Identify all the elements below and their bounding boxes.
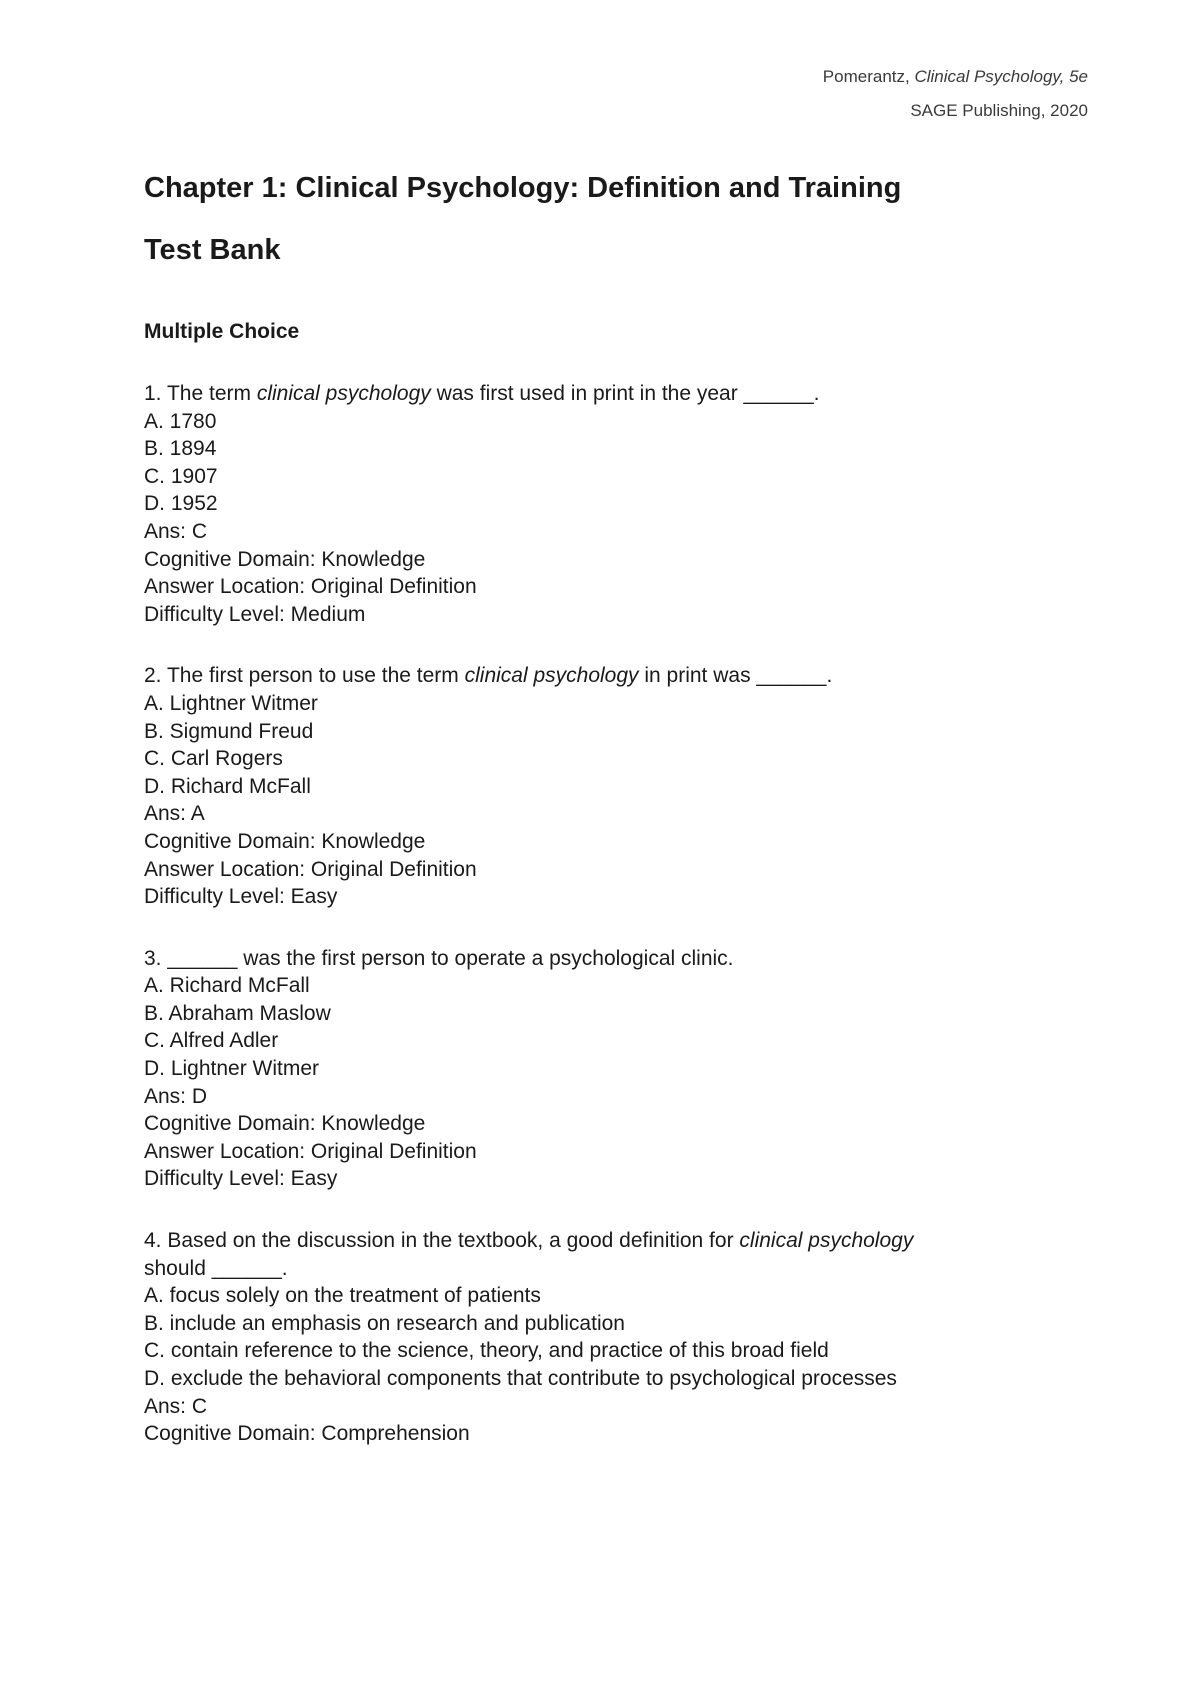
difficulty-level: Difficulty Level: Easy bbox=[144, 1167, 338, 1191]
stem-italic-term: clinical psychology bbox=[739, 1229, 914, 1253]
question-stem: 3. ______ was the first person to operate a psychological clinic. bbox=[144, 946, 734, 970]
question-4 bbox=[144, 1227, 1084, 1448]
difficulty-level: Difficulty Level: Medium bbox=[144, 602, 366, 626]
question-3 bbox=[144, 945, 1084, 1193]
answer-location: Answer Location: Original Definition bbox=[144, 1139, 477, 1163]
cognitive-domain: Cognitive Domain: Comprehension bbox=[144, 1422, 470, 1446]
answer: Ans: C bbox=[144, 1394, 208, 1418]
stem-italic-term: clinical psychology bbox=[256, 382, 431, 405]
header-citation bbox=[823, 60, 1088, 94]
document-body bbox=[144, 168, 1084, 1448]
answer-location: Answer Location: Original Definition bbox=[144, 575, 477, 599]
header-book-title: Clinical Psychology, 5e bbox=[914, 67, 1088, 86]
option-c: C. contain reference to the science, theory, and practice of this broad field bbox=[144, 1339, 829, 1363]
answer: Ans: C bbox=[144, 519, 208, 543]
answer-location: Answer Location: Original Definition bbox=[144, 857, 477, 881]
option-d: D. exclude the behavioral components that contribute to psychological processes bbox=[144, 1367, 897, 1390]
question-stem bbox=[144, 662, 1084, 690]
stem-text: 4. Based on the discussion in the textbook, a good definition for bbox=[144, 1229, 740, 1253]
difficulty-level: Difficulty Level: Easy bbox=[144, 885, 338, 909]
stem-italic-term: clinical psychology bbox=[464, 664, 639, 688]
option-b: B. 1894 bbox=[144, 437, 217, 461]
option-c: C. Alfred Adler bbox=[144, 1029, 279, 1053]
stem-text: 1. The term bbox=[144, 382, 257, 405]
header-publisher: SAGE Publishing, 2020 bbox=[910, 101, 1088, 120]
stem-text: in print was ______. bbox=[638, 664, 833, 688]
cognitive-domain: Cognitive Domain: Knowledge bbox=[144, 1112, 426, 1136]
option-b: B. Abraham Maslow bbox=[144, 1001, 331, 1025]
option-d: D. Lightner Witmer bbox=[144, 1057, 320, 1081]
option-d: D. 1952 bbox=[144, 492, 218, 516]
section-heading: Multiple Choice bbox=[144, 320, 300, 343]
answer: Ans: D bbox=[144, 1084, 208, 1108]
question-stem bbox=[144, 380, 1084, 408]
option-b: B. include an emphasis on research and publication bbox=[144, 1311, 625, 1335]
stem-text: 2. The first person to use the term bbox=[144, 664, 465, 688]
test-bank-title: Test Bank bbox=[144, 234, 281, 266]
option-c: C. 1907 bbox=[144, 464, 218, 488]
question-2 bbox=[144, 662, 1084, 910]
stem-text: was first used in print in the year ______. bbox=[430, 382, 820, 405]
question-stem bbox=[144, 1227, 1084, 1255]
cognitive-domain: Cognitive Domain: Knowledge bbox=[144, 829, 426, 853]
option-a: A. Richard McFall bbox=[144, 974, 310, 998]
answer: Ans: A bbox=[144, 802, 205, 826]
option-a: A. focus solely on the treatment of patients bbox=[144, 1284, 541, 1308]
running-header bbox=[823, 60, 1088, 128]
option-c: C. Carl Rogers bbox=[144, 747, 283, 771]
option-a: A. Lightner Witmer bbox=[144, 691, 318, 715]
question-stem-continued: should ______. bbox=[144, 1256, 288, 1280]
chapter-title: Chapter 1: Clinical Psychology: Definition and Training bbox=[144, 172, 902, 204]
cognitive-domain: Cognitive Domain: Knowledge bbox=[144, 547, 426, 571]
question-1 bbox=[144, 380, 1084, 628]
header-author: Pomerantz, bbox=[822, 67, 915, 86]
option-b: B. Sigmund Freud bbox=[144, 719, 314, 743]
option-d: D. Richard McFall bbox=[144, 774, 311, 798]
option-a: A. 1780 bbox=[144, 409, 217, 433]
